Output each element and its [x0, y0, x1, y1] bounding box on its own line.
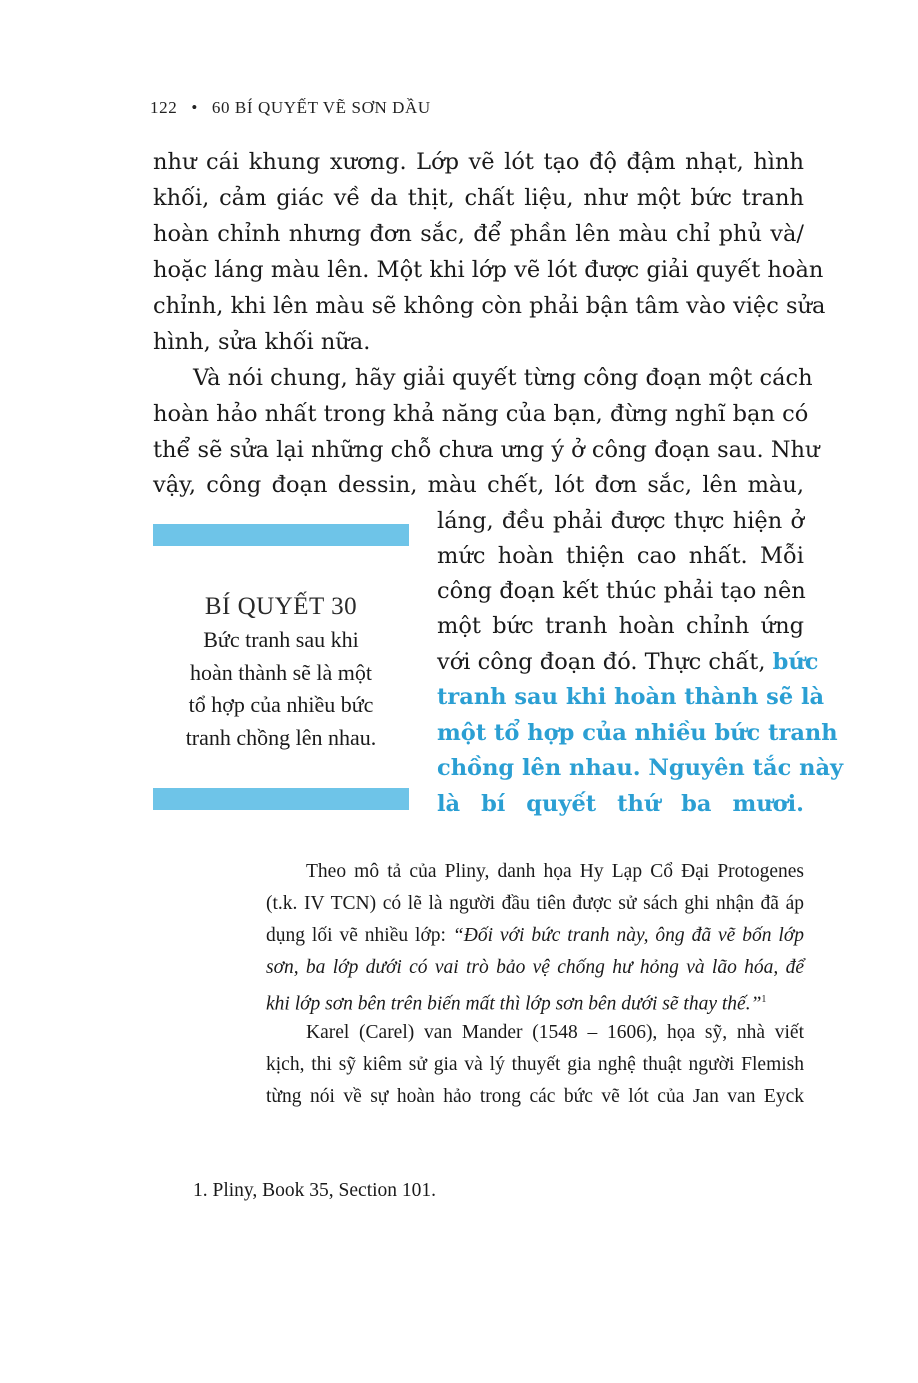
- body-line: hoặc láng màu lên. Một khi lớp vẽ lót được giải quyết hoàn: [153, 257, 824, 283]
- footnote-marker: 1: [761, 994, 767, 1005]
- quote-line: sơn, ba lớp dưới có vai trò bảo vệ chống hư hỏng và lão hóa, để: [266, 957, 804, 978]
- tip-top-bar: [153, 524, 409, 546]
- column-plain-text: với công đoạn đó. Thực chất,: [437, 649, 766, 675]
- tip-line: tổ hợp của nhiều bức: [188, 692, 374, 717]
- highlight-line: tranh sau khi hoàn thành sẽ là: [437, 684, 825, 710]
- sidebar-line: Theo mô tả của Pliny, danh họa Hy Lạp Cổ Đại Protogenes: [306, 861, 804, 882]
- highlight-text: bức: [772, 649, 819, 675]
- header-separator: •: [191, 98, 198, 117]
- sidebar-plain: dụng lối vẽ nhiều lớp:: [266, 925, 446, 946]
- tip-line: tranh chồng lên nhau.: [185, 724, 377, 750]
- running-header: [150, 98, 431, 118]
- sidebar-line: Karel (Carel) van Mander (1548 – 1606), họa sỹ, nhà viết: [306, 1022, 804, 1043]
- quote-text: khi lớp sơn bên trên biến mất thì lớp sơn bên dưới sẽ thay thế.”: [266, 993, 762, 1015]
- body-line: khối, cảm giác về da thịt, chất liệu, như một bức tranh: [153, 185, 804, 211]
- tip-bottom-bar: [153, 788, 409, 810]
- tip-line: Bức tranh sau khi: [203, 627, 359, 652]
- book-title: 60 BÍ QUYẾT VẼ SƠN DẦU: [211, 98, 431, 117]
- column-line: [437, 644, 819, 680]
- column-line: công đoạn kết thúc phải tạo nên: [437, 578, 806, 604]
- footnote: 1. Pliny, Book 35, Section 101.: [193, 1180, 437, 1201]
- tip-title: BÍ QUYẾT 30: [204, 593, 358, 620]
- body-line: hoàn hảo nhất trong khả năng của bạn, đừng nghĩ bạn có: [153, 401, 809, 427]
- body-line: hoàn chỉnh nhưng đơn sắc, để phần lên màu chỉ phủ và/: [153, 221, 804, 247]
- highlight-line: một tổ hợp của nhiều bức tranh: [437, 720, 838, 746]
- quote-text: “Đối với bức tranh này, ông đã vẽ bốn lớp: [452, 925, 804, 946]
- quote-line-end: [266, 984, 804, 1021]
- page-number: 122: [150, 98, 178, 117]
- sidebar-line: kịch, thi sỹ kiêm sử gia và lý thuyết gia nghệ thuật người Flemish: [266, 1054, 804, 1075]
- body-line: chỉnh, khi lên màu sẽ không còn phải bận tâm vào việc sửa: [153, 293, 826, 319]
- tip-text: [153, 624, 409, 754]
- body-line: Và nói chung, hãy giải quyết từng công đoạn một cách: [193, 365, 813, 391]
- sidebar-line: (t.k. IV TCN) có lẽ là người đầu tiên được sử sách ghi nhận đã áp: [266, 893, 804, 914]
- body-line: hình, sửa khối nữa.: [153, 329, 371, 355]
- body-line: vậy, công đoạn dessin, màu chết, lót đơn sắc, lên màu,: [153, 472, 804, 498]
- column-line: một bức tranh hoàn chỉnh ứng: [437, 613, 804, 639]
- sidebar-line: từng nói về sự hoàn hảo trong các bức vẽ lót của Jan van Eyck: [266, 1086, 804, 1107]
- column-line: mức hoàn thiện cao nhất. Mỗi: [437, 543, 804, 569]
- body-line: thể sẽ sửa lại những chỗ chưa ưng ý ở công đoạn sau. Như: [153, 437, 820, 463]
- sidebar-line: [266, 920, 804, 952]
- column-line: láng, đều phải được thực hiện ở: [437, 508, 804, 534]
- tip-line: hoàn thành sẽ là một: [189, 659, 373, 685]
- body-line: như cái khung xương. Lớp vẽ lót tạo độ đậm nhạt, hình: [153, 149, 804, 175]
- highlight-line: là bí quyết thứ ba mươi.: [437, 791, 804, 817]
- highlight-line: chồng lên nhau. Nguyên tắc này: [437, 755, 844, 781]
